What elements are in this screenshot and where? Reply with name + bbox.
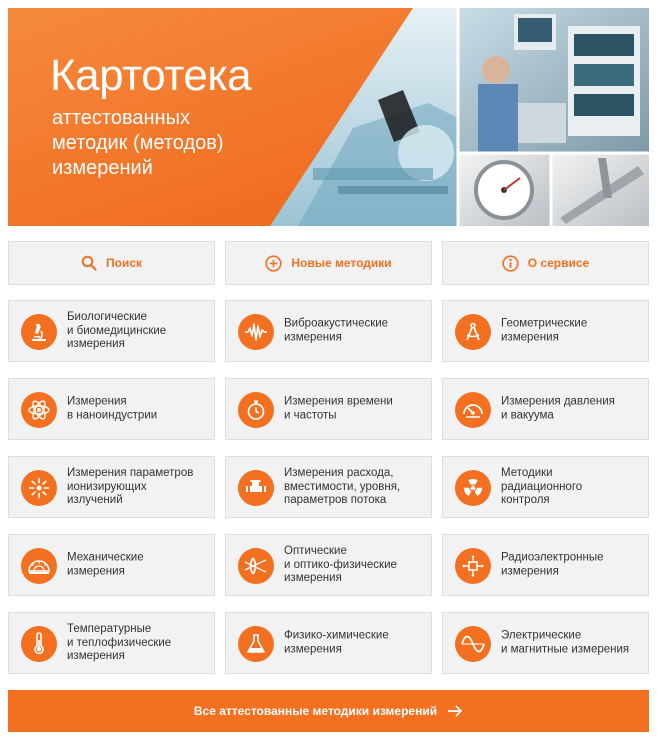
all-methods-button[interactable] <box>8 690 649 732</box>
category-mechanical[interactable] <box>8 534 215 596</box>
pressure-gauge-icon <box>461 399 485 421</box>
category-label: Оптические и оптико-физические измерения <box>284 544 397 584</box>
protractor-icon <box>27 555 51 577</box>
sound-wave-icon <box>244 321 268 343</box>
about-button[interactable] <box>442 241 649 285</box>
banner-subtitle-line: методик (методов) <box>52 132 224 154</box>
category-thermal[interactable] <box>8 612 215 674</box>
category-label: Температурные и теплофизические измерения <box>67 622 172 662</box>
category-nanoindustry[interactable] <box>8 378 215 440</box>
lens-icon <box>244 555 268 577</box>
category-physicochemical[interactable] <box>225 612 432 674</box>
banner-subtitle-line: аттестованных <box>52 107 190 129</box>
category-flow-level[interactable] <box>225 456 432 518</box>
search-icon <box>81 255 97 271</box>
category-radiation-control[interactable] <box>442 456 649 518</box>
category-radioelectronic[interactable] <box>442 534 649 596</box>
banner-subtitle-line: измерений <box>52 157 153 179</box>
category-label: Измерения расхода, вместимости, уровня, параметров потока <box>284 466 401 506</box>
about-button-label: О сервисе <box>527 256 590 270</box>
flask-icon <box>245 632 267 656</box>
category-label: Измерения давления и вакуума <box>501 395 615 421</box>
category-label: Механические измерения <box>67 551 144 577</box>
category-label: Измерения в наноиндустрии <box>67 395 158 421</box>
search-button-label: Поиск <box>105 256 142 270</box>
category-geometric[interactable] <box>442 300 649 362</box>
stopwatch-icon <box>245 399 267 421</box>
arrow-right-icon <box>447 705 463 717</box>
banner-subtitle <box>52 106 224 181</box>
pipe-flow-icon <box>244 477 268 499</box>
category-time-frequency[interactable] <box>225 378 432 440</box>
thermometer-icon <box>29 632 49 656</box>
all-methods-button-label: Все аттестованные методики измерений <box>193 704 438 718</box>
category-optical[interactable] <box>225 534 432 596</box>
category-label: Методики радиационного контроля <box>501 466 583 506</box>
category-label: Виброакустические измерения <box>284 317 389 343</box>
category-ionizing-radiation[interactable] <box>8 456 215 518</box>
category-biological[interactable] <box>8 300 215 362</box>
circuit-icon <box>461 554 485 578</box>
radiation-burst-icon <box>27 476 51 500</box>
category-label: Физико-химические измерения <box>284 629 389 655</box>
new-methods-button[interactable] <box>225 241 432 285</box>
microscope-icon <box>28 321 50 343</box>
new-methods-button-label: Новые методики <box>291 256 392 270</box>
category-label: Геометрические измерения <box>501 317 588 343</box>
compass-icon <box>462 321 484 343</box>
radiation-hazard-icon <box>461 476 485 500</box>
hero-banner <box>8 8 649 226</box>
category-pressure-vacuum[interactable] <box>442 378 649 440</box>
category-label: Биологические и биомедицинские измерения <box>67 310 167 350</box>
category-label: Электрические и магнитные измерения <box>501 629 630 655</box>
sine-wave-icon <box>461 633 485 655</box>
banner-title: Картотека <box>50 51 252 100</box>
category-electric-magnetic[interactable] <box>442 612 649 674</box>
category-vibroacoustic[interactable] <box>225 300 432 362</box>
info-icon <box>502 255 519 272</box>
plus-circle-icon <box>265 255 282 272</box>
category-label: Радиоэлектронные измерения <box>501 551 604 577</box>
category-label: Измерения времени и частоты <box>284 395 393 421</box>
atom-icon <box>27 398 51 422</box>
search-button[interactable] <box>8 241 215 285</box>
category-label: Измерения параметров ионизирующих излучений <box>67 466 194 506</box>
